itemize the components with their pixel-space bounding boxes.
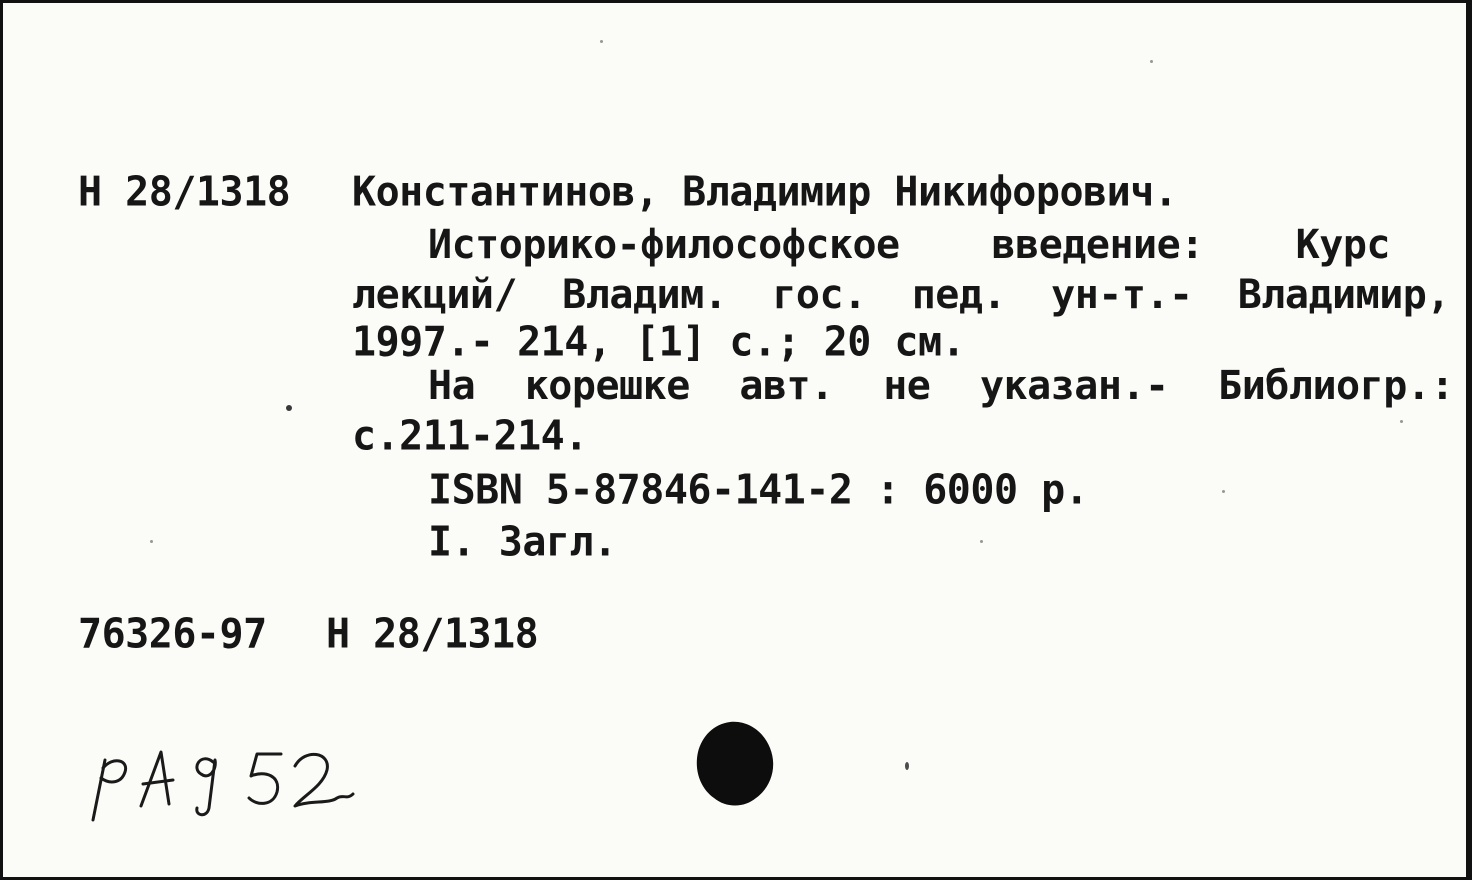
call-number: Н 28/1318 [78,168,291,216]
title-line-2 [352,272,1450,318]
title-word: Историко-философское [428,222,900,268]
title-word: пед. [911,272,1007,318]
title-word: Курс [1295,222,1390,268]
note-word: корешке [524,363,690,409]
scan-speck [150,540,153,543]
handwritten-note-signature [85,738,375,828]
note-line-1 [428,363,1454,409]
title-line-1 [428,222,1390,268]
scan-speck [600,40,603,43]
card-punch-hole [690,718,780,810]
scan-speck [980,540,983,543]
imprint-line: 1997.- 214, [1] с.; 20 см. [352,318,966,366]
title-word: введение: [991,222,1204,268]
author-name: Константинов, Владимир Никифорович. [352,168,1178,216]
isbn-line: ISBN 5-87846-141-2 : 6000 р. [428,466,1089,514]
note-word: Библиогр.: [1218,363,1454,409]
footer-call-number: Н 28/1318 [326,610,539,658]
scan-speck [905,762,909,770]
title-word: ун-т.- [1051,272,1193,318]
scan-speck [1222,490,1225,493]
title-word: Владим. [562,272,728,318]
accession-number: 76326-97 [78,610,267,658]
title-word: лекций/ [352,272,518,318]
title-word: Владимир, [1237,272,1450,318]
note-word: На [428,363,476,409]
bibliography-pages: с.211-214. [352,412,588,460]
scan-speck [1400,420,1403,423]
added-entry: I. Загл. [428,518,617,566]
scan-speck [286,405,292,411]
note-word: не [883,363,931,409]
note-word: авт. [739,363,834,409]
scan-speck [1150,60,1153,63]
card-edge [1466,0,1472,880]
note-word: указан.- [979,363,1169,409]
title-word: гос. [772,272,867,318]
